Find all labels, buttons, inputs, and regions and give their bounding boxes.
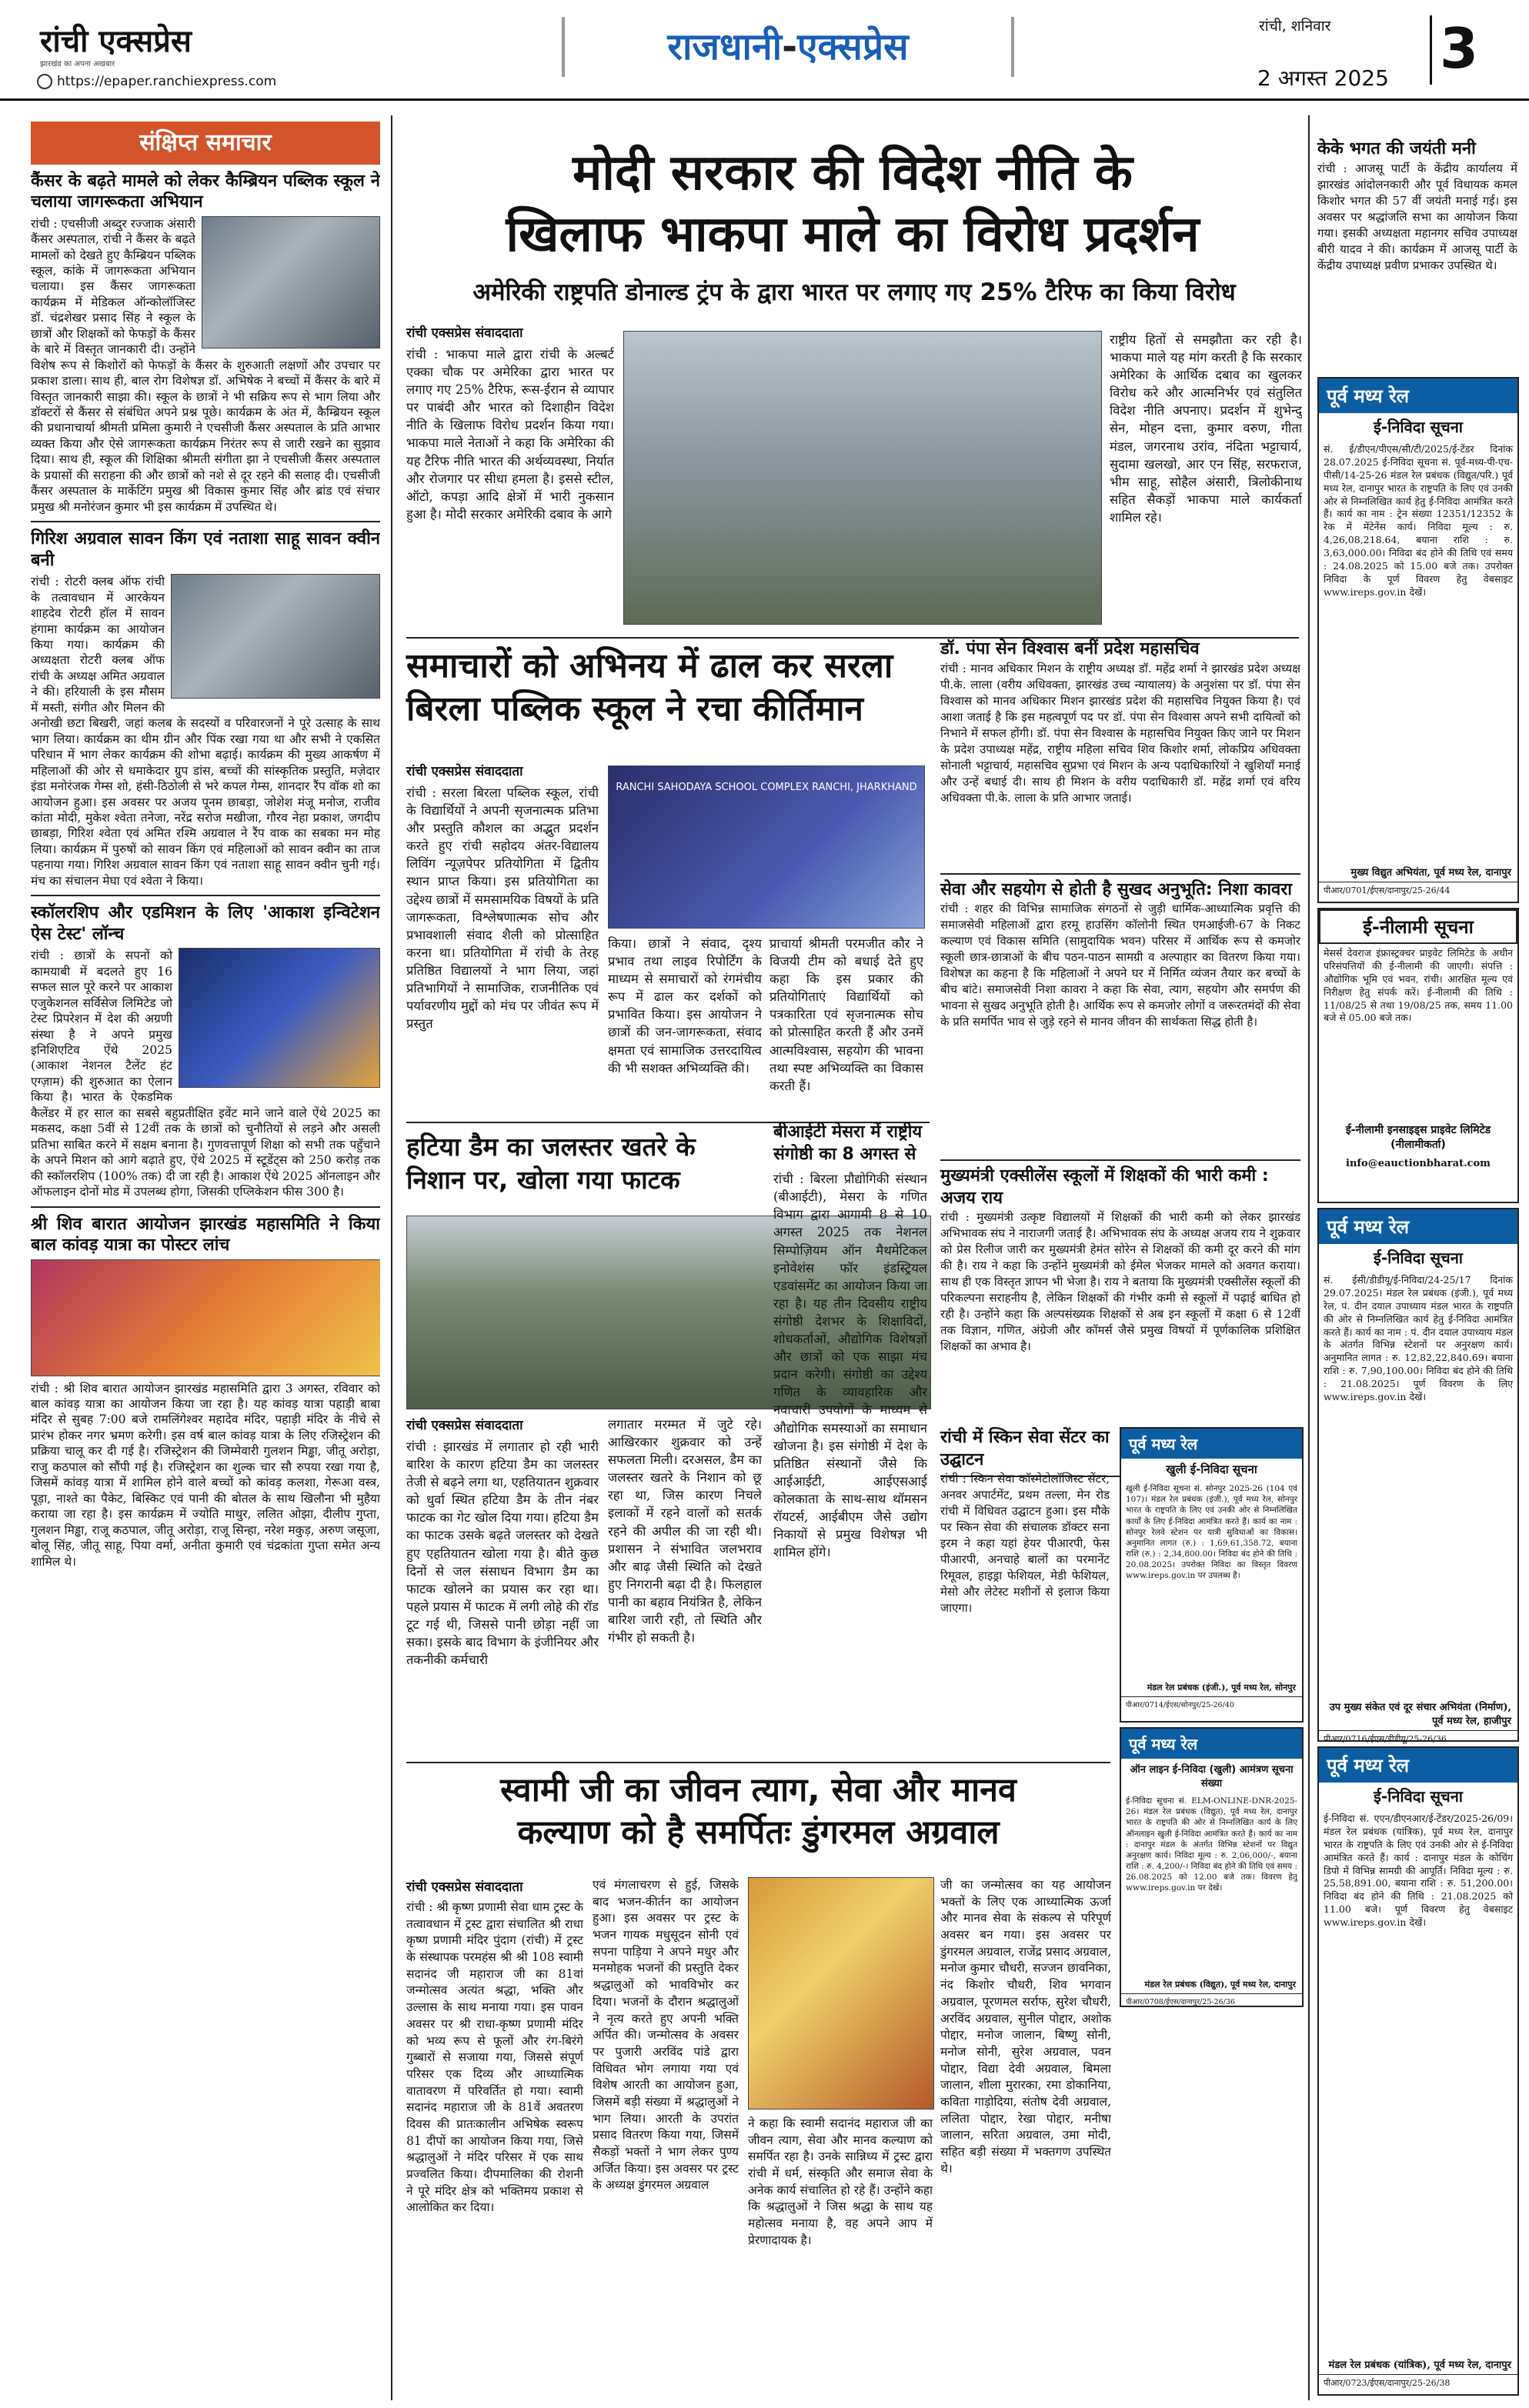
website-link[interactable] bbox=[37, 74, 276, 89]
ad-body: खुली ई-निविदा सूचना सं. सोनपुर 2025-26 (104 एवं 107)। मंडल रेल प्रबंधक (इंजी.), पूर्व मध्य रेल, सोनपुर भारत के राष्ट्रपति के लिए एवं उनकी ओर से निम्नलिखित कार्यों के लिए ई-निविदा आमंत्रित करते हैं। कार्य का नाम : सोनपुर रेलवे स्टेशन पर यात्री सुविधाओं का विकास। अनुमानित लागत (रु.) : 1,69,61,358.72, बयाना राशि (रु.) : 2,34,800.00। निविदा बंद होने की तिथि : 20.08.2025। उपरोक्त निविदा का विस्तृत विवरण www.ireps.gov.in पर उपलब्ध है। bbox=[1126, 1484, 1297, 1581]
story-body: किया। छात्रों ने संवाद, दृश्य प्रभाव तथा लाइव रिपोर्टिंग के माध्यम से समाचारों को रंगमंचीय रूप में ढाल कर दर्शकों को प्रभावित किया। इस आयोजन ने छात्रों की जन-जागरूकता, संवाद क्षमता एवं सामाजिक उत्तरदायित्व की भी सशक्त अभिव्यक्ति की। bbox=[608, 936, 762, 1076]
story-body: ने कहा कि स्वामी सदानंद महाराज जी का जीवन त्याग, सेवा और मानव कल्याण को समर्पित रहा है। उनके सान्निध्य में ट्रस्ट द्वारा रांची में धर्म, संस्कृति और समाज सेवा के अनेक कार्य संचालित हो रहे हैं। उन्होंने कहा कि श्रद्धालुओं ने जिस श्रद्धा के साथ यह महोत्सव मनाया है, वह अपने आप में प्रेरणादायक है। bbox=[748, 2116, 933, 2247]
story-body: रांची : सरला बिरला पब्लिक स्कूल, रांची के विद्यार्थियों ने अपनी सृजनात्मक प्रतिभा और प्रस्तुति कौशल का अद्भुत प्रदर्शन करते हुए रांची सहोदय अंतर-विद्यालय लिविंग न्यूज़पेपर प्रतियोगिता में द्वितीय स्थान प्राप्त किया। इस प्रतियोगिता का उद्देश्य छात्रों में समसामयिक विषयों के प्रति जागरूकता, विश्लेषणात्मक सोच और प्रभावशाली संवाद शैली को प्रोत्साहित करना था। प्रतियोगिता में रांची के तेरह प्रतिष्ठित विद्यालयों ने भाग लिया, जहां प्रतिभागियों ने सामाजिक, राजनीतिक एवं पर्यावरणीय मुद्दों को मंच पर जीवंत रूप में प्रस्तुत bbox=[406, 785, 599, 1032]
ad-title: ई-निविदा सूचना bbox=[1374, 1249, 1463, 1267]
theatre-headline bbox=[406, 645, 945, 732]
story-title: केके भगत की जयंती मनी bbox=[1317, 139, 1476, 158]
story-body: रांची : छात्रों के सपनों को कामयाबी में बदलते हुए 16 सफल साल पूरे करने पर आकाश एजुकेशनल सर्विसेज लिमिटेड जो टेस्ट प्रिपरेशन में देश की अग्रणी संस्था है ने अपने प्रमुख इनिशिएटिव ऐंथे 2025 (आकाश नेशनल टैलेंट हंट एग्ज़ाम) की शुरुआत का ऐलान किया है। भारत के ऐकडमिक कैलेंडर में हर साल का सबसे बहुप्रतीक्षित इवेंट माने जाने वाले ऐंथे 2025 का मकसद, कक्षा 5वीं से 12वीं तक के छात्रों को चुनौतियों से लड़ने और असली प्रतिभा साबित करने में सक्षम बनाना है। गुणवत्तापूर्ण शिक्षा को सभी तक पहुँचाने के अपने मिशन को आगे बढ़ाते हुए, ऐंथे 2025 में स्टूडेंट्स को 250 करोड़ तक की स्कॉलरशिप (100% तक) दी जा रही है। आकाश ऐंथे 2025 ऑनलाइन और ऑफलाइन दोनों मोड में उपलब्ध होगा, जिसकी एप्लिकेशन फीस 300 है। bbox=[31, 949, 380, 1199]
story-photo bbox=[171, 574, 380, 699]
left-column bbox=[31, 122, 380, 2399]
byline: रांची एक्सप्रेस संवाददाता bbox=[406, 325, 523, 341]
column-divider bbox=[1308, 115, 1310, 2400]
ad-title: ई-निविदा सूचना bbox=[1374, 418, 1463, 436]
divider bbox=[31, 895, 380, 896]
ad-railway: पूर्व मध्य रेल bbox=[1319, 1748, 1517, 1783]
story-body: लगातार मरम्मत में जुटे रहे। आखिरकार शुक्रवार को उन्हें सफलता मिली। दरअसल, डैम का जलस्तर खतरे के निशान को छू रहा था, जिस कारण निचले इलाकों में रहने वालों को सतर्क रहने की अपील की जा रही थी। प्रशासन ने संभावित जलभराव और बाढ़ जैसी स्थिति को देखते हुए निगरानी बढ़ा दी है। फिलहाल पानी का बहाव नियंत्रित है, लेकिन बारिश जारी रही, तो स्थिति और गंभीर हो सकती है। bbox=[608, 1417, 762, 1646]
lead-headline bbox=[406, 142, 1299, 265]
story-body: रांची : मुख्यमंत्री उत्कृष्ट विद्यालयों में शिक्षकों की भारी कमी को लेकर झारखंड अभिभावक संघ ने नाराजगी जताई है। अभिभावक संघ के अध्यक्ष अजय राय ने शुक्रवार को प्रेस रिलीज जारी कर मुख्यमंत्री हेमंत सोरेन से शिक्षकों की कमी दूर करने की मांग की है। राय ने कहा कि उन्होंने मुख्यमंत्री को ईमेल भेजकर मामले को अवगत कराया। साथ ही एक विस्तृत ज्ञापन भी भेजा है। राय ने बताया कि मुख्यमंत्री एक्सीलेंस स्कूलों की परिकल्पना सराहनीय है, लेकिन शिक्षकों की गंभीर कमी से स्कूलों में पढ़ाई बाधित हो रही है। उन्होंने कहा कि अल्पसंख्यक शिक्षकों से अब इन स्कूलों में कक्षा 6 से 12वीं तक विज्ञान, गणित, अंग्रेजी और कॉमर्स जैसे प्रमुख विषयों में पूर्णकालिक प्रशिक्षित शिक्षकों का अभाव है। bbox=[940, 1210, 1300, 1354]
dam-col1 bbox=[406, 1416, 599, 1753]
story-body: रांची : आजसू पार्टी के केंद्रीय कार्यालय में झारखंड आंदोलनकारी और पूर्व विधायक कमल किशोर भगत की 57 वीं जयंती मनाई गई। इस अवसर पर श्रद्धांजलि सभा का आयोजन किया गया। इसकी अध्यक्षता महानगर सचिव उपाध्यक्ष बीरी यादव ने की। कार्यक्रम में आजसू पार्टी के केंद्रीय उपाध्यक्ष प्रवीण प्रभाकर उपस्थित थे। bbox=[1317, 161, 1517, 272]
story-photo bbox=[31, 1259, 380, 1376]
ad-company: ई-नीलामी इनसाइड्स प्राइवेट लिमिटेड (नीलामीकर्ता) bbox=[1345, 1124, 1491, 1151]
story-body: रांची : श्री कृष्ण प्रणामी सेवा धाम ट्रस्ट के तत्वावधान में ट्रस्ट द्वारा संचालित श्री राधा कृष्ण प्रणामी मंदिर पुंदाग (रांची) में ट्रस्ट के संस्थापक परमहंस श्री श्री 108 स्वामी सदानंद जी महाराज जी का 81वां जन्मोत्सव अत्यंत श्रद्धा, भक्ति और उल्लास के साथ मनाया गया। इस पावन अवसर पर श्री राधा-कृष्ण प्रणामी मंदिर को भव्य रूप से फूलों और रंग-बिरंगे गुब्बारों से सजाया गया, जिससे संपूर्ण परिसर एक दिव्य और आध्यात्मिक वातावरण में परिवर्तित हो गया। स्वामी सदानंद महाराज जी के 81वें अवतरण दिवस की प्रातःकालीन अभिषेक स्वरूप 81 दीपों का आयोजन किया गया, जिसे श्रद्धालुओं ने मंदिर परिसर में एक साथ प्रज्वलित किया। दीपमालिका की रोशनी ने पूरे मंदिर क्षेत्र को भक्तिमय प्रकाश से आलोकित कर दिया। bbox=[406, 1900, 583, 2215]
ad-body: सं. ईसी/डीडीयू/ई-निविदा/24-25/17 दिनांक 29.07.2025। मंडल रेल प्रबंधक (इंजी.), पूर्व मध्य रेल, पं. दीन दयाल उपाध्याय मंडल भारत के राष्ट्रपति की ओर से निम्नलिखित कार्य हेतु ई-निविदा आमंत्रित करते हैं। कार्य का नाम : पं. दीन दयाल उपाध्याय मंडल के अंतर्गत विभिन्न स्टेशनों पर अनुरक्षण कार्य। अनुमानित लागत : रु. 12,82,22,840.69। बयाना राशि : रु. 7,90,100.00। निविदा बंद होने की तिथि : 21.08.2025। पूर्ण विवरण के लिए www.ireps.gov.in देखें। bbox=[1324, 1274, 1513, 1402]
swami-photo bbox=[748, 1877, 934, 2110]
eauction-ad bbox=[1317, 908, 1519, 1203]
story-title: कैंसर के बढ़ते मामले को लेकर कैम्ब्रियन पब्लिक स्कूल ने चलाया जागरूकता अभियान bbox=[31, 171, 380, 212]
story-title: मुख्यमंत्री एक्सीलेंस स्कूलों में शिक्षकों की भारी कमी : अजय राय bbox=[940, 1166, 1269, 1208]
railway-ad-online bbox=[1120, 1727, 1304, 2007]
ad-body: सं. ई/डीएन/पीएस/सी/टी/2025/ई-टेंडर दिनांक 28.07.2025 ई-निविदा सूचना सं. पूर्व-मध्य-पी-एच-पीसी/14-25-26 मंडल रेल प्रबंधक (विद्युत/परि.) पूर्व मध्य रेल, दानापुर भारत के राष्ट्रपति के लिए एवं उनकी ओर से निम्नलिखित कार्य हेतु ई-निविदा आमंत्रित करते हैं। कार्य का नाम : ट्रेन संख्या 12351/12352 के रेक में मेंटेनेंस कार्य। निविदा मूल्य : रु. 4,26,08,218.64, बयाना राशि : रु. 3,63,000.00। निविदा बंद होने की तिथि एवं समय : 24.08.2025 को 15.00 बजे तक। उपरोक्त निविदा के पूर्ण विवरण हेतु वेबसाइट www.ireps.gov.in देखें। bbox=[1324, 443, 1513, 598]
ad-body: ई-निविदा सं. एएन/डीएनआर/ई-टेंडर/2025-26/09। मंडल रेल प्रबंधक (यांत्रिक), पूर्व मध्य रेल, दानापुर भारत के राष्ट्रपति के लिए एवं उनकी ओर से ई-निविदा आमंत्रित करते हैं। कार्य : दानापुर मंडल के कोचिंग डिपो में विभिन्न सामग्री की आपूर्ति। निविदा मूल्य : रु. 25,58,891.00, बयाना राशि : रु. 51,200.00। निविदा बंद होने की तिथि : 21.08.2025 को 11.00 बजे। पूर्ण विवरण हेतु वेबसाइट www.ireps.gov.in देखें। bbox=[1324, 1813, 1513, 1928]
divider bbox=[406, 1762, 1110, 1763]
paper-name bbox=[40, 18, 192, 68]
story-title: गिरिश अग्रवाल सावन किंग एवं नताशा साहू सावन क्वीन बनी bbox=[31, 529, 380, 570]
story-title: डॉ. पंपा सेन विश्वास बनीं प्रदेश महासचिव bbox=[940, 639, 1200, 659]
divider bbox=[31, 1206, 380, 1208]
ad-railway: पूर्व मध्य रेल bbox=[1121, 1429, 1302, 1459]
ad-title: ऑन लाइन ई-निविदा (खुली) आमंत्रण सूचना संख्या bbox=[1130, 1764, 1294, 1789]
story-body: रांची : श्री शिव बारात आयोजन झारखंड महासमिति द्वारा 3 अगस्त, रविवार को बाल कांवड़ यात्रा का आयोजन किया जा रहा है। यह कांवड़ यात्रा पहाड़ी बाबा मंदिर से सुबह 7:00 बजे रामलिंगेश्वर महादेव मंदिर, पहाड़ी मंदिर के नीचे से प्रारंभ होकर नगर भ्रमण करेगी। इस वर्ष बाल कांवड़ यात्रा के लिए रजिस्ट्रेशन की प्रक्रिया चालू कर दी गई है। रजिस्ट्रेशन की जिम्मेवारी गुलशन मिड्ढा, जीतू अरोड़ा, राजु कठपाल को सौंपी गई है। रजिस्ट्रेशन का शुल्क चार सौ रुपया रखा गया है, जिसमें कांवड़ यात्रा में शामिल होने वाले बच्चों को कांवड़ कलशा, गेरूआ वस्त्र, पूड़ा, नाश्ते का पैकेट, बिस्किट एवं पानी की बोतल के साथ खिलौना भी मुहैया कराया जा रहा है। इस कार्यक्रम में ज्योति माथुर, ललित ओझा, दीलीप गुप्ता, गुलशन मिड्ढा, राजू कठपाल, जीतू अरोड़ा, राजू सिन्हा, नरेश मकुड़, अरुण जसूजा, बोलू सिंह, जीतू साहू, पिया वर्मा, अनीता कुमारी एवं चंद्रकांता गुप्ता समेत अन्य शामिल थे। bbox=[31, 1381, 380, 1569]
story-body: रांची : मानव अधिकार मिशन के राष्ट्रीय अध्यक्ष डॉ. महेंद्र शर्मा ने झारखंड प्रदेश अध्यक्ष पी.के. लाला (वरीय अधिवक्ता, झारखंड उच्च न्यायालय) के अनुशंसा पर डॉ. पंपा सेन विश्वास को मानव अधिकार मिशन झारखंड प्रदेश की महासचिव नियुक्त किया है। एवं आशा जताई है कि इस महत्वपूर्ण पद पर डॉ. पंपा सेन विश्वास अपने सभी दायित्वों को निभाने में सफल होंगी। डॉ. पंपा सेन विश्वास के महासचिव नियुक्त किए जाने पर मिशन के प्रदेश उपाध्यक्ष महेंद्र, राष्ट्रीय महिला सचिव शिव किशोर शर्मा, लोकप्रिय अधिवक्ता सोनाली भट्टाचार्य, महासचिव सुप्रभा एवं मिशन के अन्य पदाधिकारियों ने खुशियाँ मनाई और उन्हें बधाई दी। साथ ही मिशन के वरीय पदाधिकारी डॉ. महेंद्र शर्मा एवं वरिय अधिवक्ता पी.के. लाला के प्रति आभार जताई। bbox=[940, 661, 1300, 805]
page-number: 3 bbox=[1430, 15, 1486, 85]
railway-ad-ddu bbox=[1317, 1208, 1519, 1742]
section-title: संक्षिप्त समाचार bbox=[31, 122, 380, 165]
lead-col1 bbox=[406, 323, 614, 653]
right-column bbox=[1317, 138, 1517, 369]
ad-railway: पूर्व मध्य रेल bbox=[1121, 1729, 1302, 1759]
issue-date: 2 अगस्त 2025 bbox=[1257, 65, 1389, 91]
lead-headline-line2: खिलाफ भाकपा माले का विरोध प्रदर्शन bbox=[506, 206, 1200, 263]
place-day: रांची, शनिवार bbox=[1259, 18, 1331, 35]
theatre-col1 bbox=[406, 762, 599, 1138]
ad-code: पीआर/0714/ईएस/सोनपुर/25-26/40 bbox=[1121, 1696, 1302, 1712]
ad-signature: मंडल रेल प्रबंधक (विद्युत), पूर्व मध्य रेल, दानापुर bbox=[1144, 1979, 1296, 1989]
ad-railway: पूर्व मध्य रेल bbox=[1319, 379, 1517, 413]
ad-title: ई-निविदा सूचना bbox=[1374, 1787, 1463, 1806]
brand-dash: - bbox=[782, 25, 797, 68]
lead-headline-line1: मोदी सरकार की विदेश नीति के bbox=[573, 145, 1133, 202]
story-body: प्राचार्या श्रीमती परमजीत कौर ने विजयी टीम को बधाई देते हुए कहा कि इस प्रकार की प्रतियोगिताएं विद्यार्थियों को पत्रकारिता एवं सृजनात्मक सोच को प्रोत्साहित करती हैं और उनमें आत्मविश्वास, सहयोग की भावना तथा स्पष्ट अभिव्यक्ति का विकास करती हैं। bbox=[770, 936, 923, 1093]
ad-code: पीआर/0701/ईएस/दानापुर/25-26/44 bbox=[1319, 882, 1517, 899]
ad-code: पीआर/0716/ईएस/डीडीयू/25-26/36 bbox=[1319, 1730, 1517, 1747]
story-body: राष्ट्रीय हितों से समझौता कर रही है। भाकपा माले यह मांग करती है कि सरकार अमेरिका के आर्थिक दबाव का खुलकर विरोध करे और आत्मनिर्भर एवं संतुलित विदेश नीति अपनाए। प्रदर्शन में शुभेन्दु सेन, मोहन दत्ता, कुमार वरुण, गीता मंडल, जगरनाथ उरांव, नंदिता भट्टाचार्य, सुदामा खलखो, आर एन सिंह, सरफराज, भीम साहू, सोहैल अंसारी, त्रिलोकीनाथ सहित सैकड़ों भाकपा माले कार्यकर्ता शामिल रहे। bbox=[1110, 332, 1302, 525]
divider bbox=[940, 873, 1300, 875]
ad-signature: मंडल रेल प्रबंधक (इंजी.), पूर्व मध्य रेल, सोनपुर bbox=[1147, 1683, 1296, 1693]
story-body: रांची : रोटरी क्लब ऑफ रांची के तत्वावधान में आरकेयन शाहदेव रोटरी हॉल में सावन हंगामा कार्यक्रम का आयोजन किया गया। कार्यक्रम की अध्यक्षता रोटरी क्लब ऑफ रांची के अध्यक्ष अमित अग्रवाल ने की। हरियाली के इस मौसम में मस्ती, संगीत और मिलन की अनोखी छटा बिखरी, जहां कलब के सदस्यों व परिवारजनों ने पूरे उत्साह के साथ भाग लिया। कार्यक्रम का थीम ग्रीन और पिंक रखा गया था और सभी ने एकसित परिधान में भाग लेकर कार्यक्रम की शोभा बढ़ाई। कार्यक्रम की मुख्य आकर्षण में महिलाओं की ओर से धमाकेदार ग्रुप डांस, बच्चों की सांस्कृतिक प्रस्तुति, मज़ेदार इंडा मनोरंजक गेम्स शो, हंसी-ठिठोली से भरे कपल गेम्स, शानदार रैंप वॉक शो का आयोजन हुआ। इस अवसर पर अजय पूनम छाबड़ा, जोशेश मंजू मनोज, राजीव कांता मोदी, मुकेश श्वेता तनेजा, नरेंद्र सरोज मखीजा, गौरव नेहा प्रकाश, जगदीप छाबड़ा, गिरिश श्वेता एवं अमित रश्मि अग्रवाल ने रैंप वाक का सबका मन मोह लिया। कार्यक्रम में पुरुषों को सावन किंग एवं महिलाओं को सावन क्वीन का ताज पहनाया गया। गिरिश अग्रवाल सावन किंग एवं नताशा साहू सावन क्वीन चुनी गई। मंच का संचालन मेघा एवं श्वेता ने किया। bbox=[31, 575, 380, 888]
railway-ad-tender bbox=[1317, 377, 1519, 903]
story-body: रांची : स्किन सेवा कॉस्मेटोलॉजिस्ट सेंटर, अनवर अपार्टमेंट, प्रथम तल्ला, मेन रोड रांची में विधिवत उद्घाटन हुआ। इस मौके पर स्किन सेवा की संचालक डॉक्टर सना इरम ने कहा यहां हेयर पीआरपी, फेस पीआरपी, अनचाहे बालों का परमानेंट रिमूवल, हाइड्रा फेशियल, मेडी फेशियल, मेसो और लेटेस्ट मशीनों से इलाज किया जाएगा। bbox=[940, 1472, 1110, 1616]
story-body: रांची : शहर की विभिन्न सामाजिक संगठनों से जुड़ी धार्मिक-आध्यात्मिक प्रवृत्ति की समाजसेवी महिलाओं द्वारा हरमू हाउसिंग कॉलोनी स्थित एमआईजी-67 के निकट कल्याण एवं विकास समिति (सामुदायिक भवन) परिसर में आर्थिक रूप से कमजोर स्कूली छात्र-छात्राओं के बीच पठन-पाठन सामग्री व अल्पाहार का वितरण किया गया। विशेषज्ञ का कहना है कि महिलाओं ने अपने घर में निर्मित व्यंजन तैयार कर बच्चों के बीच बांटे। समाजसेवी निशा कावरा ने कहा कि सेवा, त्याग, सहयोग और समर्पण की भावना से सुखद अनुभूति होती है। आर्थिक रूप से कमजोर लोगों व जरूरतमंदों की सेवा के प्रति समर्पित भाव से जुड़े रहने से मानव जीवन की सार्थकता सिद्ध होती है। bbox=[940, 902, 1300, 1029]
column-divider bbox=[391, 115, 392, 2400]
ad-contact-email[interactable]: info@eauctionbharat.com bbox=[1346, 1158, 1491, 1169]
photo-caption: RANCHI SAHODAYA SCHOOL COMPLEX RANCHI, JHARKHAND bbox=[616, 782, 917, 793]
ad-signature: उप मुख्य संकेत एवं दूर संचार अभियंता (निर्माण), पूर्व मध्य रेल, हाजीपुर bbox=[1329, 1702, 1511, 1727]
divider bbox=[31, 521, 380, 522]
byline: रांची एक्सप्रेस संवाददाता bbox=[406, 1418, 523, 1433]
story-body: रांची : भाकपा माले द्वारा रांची के अल्बर्ट एक्का चौक पर अमेरिका द्वारा भारत पर लगाए गए 25% टैरिफ, रूस-ईरान से व्यापार पर पाबंदी और भारत को दिशाहीन विदेश नीति के खिलाफ विरोध प्रदर्शन किया गया। भाकपा माले नेताओं ने कहा कि अमेरिका की यह टैरिफ नीति भारत की अर्थव्यवस्था, निर्यात और रोजगार पर सीधा हमला है। इससे स्टील, ऑटो, कपड़ा आदि क्षेत्रों में भारी नुकसान हुआ है। मोदी सरकार अमेरिकी दबाव के आगे bbox=[406, 347, 614, 522]
globe-icon bbox=[37, 74, 52, 89]
ad-code: पीआर/0708/ईएस/दानापुर/25-26/36 bbox=[1121, 1993, 1302, 2009]
swami-headline-line2: कल्याण को है समर्पितः डुंगरमल अग्रवाल bbox=[517, 1813, 1000, 1853]
ad-body: ई-निविदा सूचना सं. ELM-ONLINE-DNR-2025-26। मंडल रेल प्रबंधक (विद्युत), पूर्व मध्य रेल, दानापुर भारत के राष्ट्रपति की ओर से निम्नलिखित कार्य के लिए ऑनलाइन खुली ई-निविदा आमंत्रित करते हैं। कार्य का नाम : दानापुर मंडल के अंतर्गत विभिन्न स्टेशनों पर विद्युत अनुरक्षण कार्य। निविदा मूल्य : रु. 2,06,000/-, बयाना राशि : रु. 4,200/-। निविदा बंद होने की तिथि एवं समय : 26.08.2025 को 12.00 बजे तक। विवरण हेतु www.ireps.gov.in पर देखें। bbox=[1126, 1796, 1297, 1893]
story-body: जी का जन्मोत्सव का यह आयोजन भक्तों के लिए एक आध्यात्मिक ऊर्जा और मानव सेवा के संकल्प से परिपूर्ण अवसर बन गया। इस अवसर पर डुंगरमल अग्रवाल, राजेंद्र प्रसाद अग्रवाल, मनोज कुमार चौधरी, सज्जन छावनिका, नंद किशोर चौधरी, शिव भगवान अग्रवाल, पूरणमल सर्राफ, सुरेश चौधरी, अरविंद अग्रवाल, सुनील पोद्दार, अशोक पोद्दार, मनोज जालान, बिष्णु सोनी, मनोज सोनी, सुरेश अग्रवाल, पवन पोद्दार, विद्या देवी अग्रवाल, बिमला जालान, शीला मुरारका, रमा डोकानिया, कविता गाड़ोदिया, संतोष देवी अग्रवाल, ललिता पोद्दार, रेखा पोद्दार, मनीषा जालान, सरिता अग्रवाल, उमा मोदी, सहित बड़ी संख्या में भक्तगण उपस्थित थे। bbox=[940, 1878, 1111, 2176]
byline: रांची एक्सप्रेस संवाददाता bbox=[406, 1879, 523, 1895]
story-title: रांची में स्किन सेवा सेंटर का उद्घाटन bbox=[940, 1428, 1110, 1469]
ad-title: ई-नीलामी सूचना bbox=[1319, 909, 1517, 944]
theatre-headline-line2: बिरला पब्लिक स्कूल ने रचा कीर्तिमान bbox=[406, 689, 863, 729]
railway-ad-sonpur bbox=[1120, 1427, 1304, 1723]
brand-left: राजधानी bbox=[667, 25, 783, 68]
story-photo bbox=[179, 948, 380, 1088]
dam-headline-line1: हटिया डैम का जलस्तर खतरे के bbox=[406, 1132, 696, 1162]
skin-story bbox=[940, 1427, 1110, 1702]
swami-headline-line1: स्वामी जी का जीवन त्याग, सेवा और मानव bbox=[500, 1771, 1017, 1809]
ad-signature: मुख्य विद्युत अभियंता, पूर्व मध्य रेल, दानापुर bbox=[1350, 867, 1511, 879]
story-body: रांची : झारखंड में लगातार हो रही भारी बारिश के कारण हटिया डैम का जलस्तर तेजी से बढ़ने लगा था, एहतियातन शुक्रवार को धुर्वा स्थित हटिया डैम के तीन नंबर फाटक का गेट खोल दिया गया। हटिया डैम का फाटक उसके बढ़ते जलस्तर को देखते हुए एहतियातन खोला गया है। बीते कुछ दिनों से जल संसाधन विभाग डैम का फाटक खोलने का प्रयास कर रहा था। पहले प्रयास में फाटक में लगी लोहे की रॉड टूट गई थी, जिससे पानी छोड़ा नहीं जा सका। इसके बाद विभाग के इंजीनियर और तकनीकी कर्मचारी bbox=[406, 1439, 599, 1668]
section-brand bbox=[562, 17, 1014, 77]
ad-body: मेसर्स देवराज इंफ्रास्ट्रक्चर प्राइवेट लिमिटेड के अधीन परिसंपत्तियों की ई-नीलामी की जाएगी। संपत्ति : औद्योगिक भूमि एवं भवन, रांची। आरक्षित मूल्य एवं निरीक्षण हेतु संपर्क करें। ई-नीलामी की तिथि : 11/08/25 से तथा 19/08/25 तक, समय 11.00 बजे से 05.00 बजे तक। bbox=[1324, 947, 1513, 1024]
protest-photo bbox=[623, 331, 1102, 625]
dam-headline bbox=[406, 1131, 791, 1197]
story-title: स्कॉलरशिप और एडमिशन के लिए 'आकाश इन्विटेशन ऐस टेस्ट' लॉन्च bbox=[31, 903, 380, 944]
brand-right: एक्सप्रेस bbox=[797, 25, 909, 68]
story-body: एवं मंगलाचरण से हुई, जिसके बाद भजन-कीर्तन का आयोजन हुआ। इस अवसर पर ट्रस्ट के भजन गायक मधुसूदन सोनी एवं सपना पाड़िया ने अपने मधुर और मनमोहक भजनों की प्रस्तुति देकर श्रद्धालुओं को भावविभोर कर दिया। भजनों के दौरान श्रद्धालुओं ने नृत्य करते हुए अपनी भक्ति अर्पित की। जन्मोत्सव के अवसर पर पुजारी अरविंद पांडे द्वारा विधिवत भोग लगाया गया एवं विशेष आरती का आयोजन हुआ, जिसमें बड़ी संख्या में श्रद्धालुओं ने भाग लिया। आरती के उपरांत प्रसाद वितरण किया गया, जिसमें सैकड़ों भक्तों ने भाग लेकर पुण्य अर्जित किया। इस अवसर पर ट्रस्ट के अध्यक्ष डुंगरमल अग्रवाल bbox=[593, 1878, 739, 2193]
story-body: रांची : एचसीजी अब्दुर रज्जाक अंसारी कैंसर अस्पताल, रांची ने कैंसर के बढ़ते मामलों को देखते हुए कैम्ब्रियन पब्लिक स्कूल, कांके में जागरूकता अभियान चलाया। इस कैंसर जागरूकता कार्यक्रम में मेडिकल ऑन्कोलॉजिस्ट डॉ. चंद्रशेखर प्रसाद सिंह ने स्कूल के छात्रों और शिक्षकों को फेफड़ों के कैंसर के बारे में विस्तृत जानकारी दी। उन्होंने विशेष रूप से किशोरों को फेफड़ों के कैंसर के शुरुआती लक्षणों और उपचार पर प्रकाश डाला। साथ ही, बाल रोग विशेषज्ञ डॉ. अभिषेक ने बच्चों में कैंसर के बारे में विस्तृत जानकारी साझा की। स्कूल के छात्रों ने भी सक्रिय रूप से भाग लिया और डॉक्टरों से कैंसर से संबंधित अपने प्रश्न पूछे। कार्यक्रम के अंत में, कैम्ब्रियन स्कूल की प्रधानाचार्या श्रीमती प्रमिला कुमारी ने एचसीजी कैंसर अस्पताल के प्रति आभार व्यक्त किया और ऐसे जागरूकता कार्यक्रम निरंतर रूप से जारी रखने का सुझाव दिया। साथ ही, स्कूल की शिक्षिका श्रीमती संगीता झा ने एचसीजी कैंसर अस्पताल के प्रयासों की सराहना की और छात्रों को नशे से दूर रहने की सलाह दी। एचसीजी कैंसर अस्पताल के मार्केटिंग प्रमुख श्री विकास कुमार सिंह और ब्रांड एवं संचार प्रमुख श्री मनोरंजन कुमार भी इस कार्यक्रम में उपस्थित थे। bbox=[31, 216, 380, 514]
ad-title: खुली ई-निविदा सूचना bbox=[1166, 1462, 1257, 1476]
railway-ad-danapur bbox=[1317, 1746, 1519, 2396]
bit-story bbox=[773, 1122, 927, 1663]
swami-col1 bbox=[406, 1877, 583, 2392]
story-title: श्री शिव बारात आयोजन झारखंड महासमिति ने किया बाल कांवड़ यात्रा का पोस्टर लांच bbox=[31, 1214, 380, 1256]
paper-name-text: रांची एक्सप्रेस bbox=[40, 24, 192, 59]
ad-code: पीआर/0723/ईएस/दानापुर/25-26/38 bbox=[1319, 2374, 1517, 2391]
theatre-photo bbox=[608, 765, 925, 929]
paper-tagline: झारखंड का अपना अखबार bbox=[40, 60, 115, 68]
swami-headline bbox=[406, 1769, 1110, 1854]
ad-signature: मंडल रेल प्रबंधक (यांत्रिक), पूर्व मध्य रेल, दानापुर bbox=[1328, 2360, 1511, 2371]
divider bbox=[940, 1159, 1300, 1161]
story-title: बीआईटी मेसरा में राष्ट्रीय संगोष्ठी का 8 अगस्त से bbox=[773, 1122, 923, 1164]
byline: रांची एक्सप्रेस संवाददाता bbox=[406, 764, 523, 779]
ad-railway: पूर्व मध्य रेल bbox=[1319, 1209, 1517, 1244]
story-photo bbox=[202, 216, 380, 349]
dam-headline-line2: निशान पर, खोला गया फाटक bbox=[406, 1164, 680, 1195]
theatre-headline-line1: समाचारों को अभिनय में ढाल कर सरला bbox=[406, 646, 893, 685]
lead-subheadline: अमेरिकी राष्ट्रपति डोनाल्ड ट्रंप के द्वारा भारत पर लगाए गए 25% टैरिफ का किया विरोध bbox=[472, 278, 1236, 306]
story-title: सेवा और सहयोग से होती है सुखद अनुभूति: निशा कावरा bbox=[940, 879, 1292, 899]
story-body: रांची : बिरला प्रौद्योगिकी संस्थान (बीआईटी), मेसरा के गणित विभाग द्वारा आगामी 8 से 10 अगस्त 2025 तक नेशनल सिम्पोज़ियम ऑन मैथमेटिकल इनोवेशंस फॉर इंडस्ट्रियल एडवांसमेंट का आयोजन किया जा रहा है। यह तीन दिवसीय राष्ट्रीय संगोष्ठी देशभर के शिक्षाविदों, शोधकर्ताओं, औद्योगिक विशेषज्ञों और छात्रों को एक साझा मंच प्रदान करेगी। संगोष्ठी का उद्देश्य गणित के व्यावहारिक और नवाचारी उपयोगों के माध्यम से औद्योगिक समस्याओं का समाधान खोजना है। इस संगोष्ठी में देश के प्रतिष्ठित संस्थानों जैसे कि आईआईटी, आईएसआई कोलकाता के साथ-साथ थॉमसन रॉयटर्स, आईबीएम जैसे उद्योग निकायों से प्रमुख विशेषज्ञ भी शामिल होंगे। bbox=[773, 1172, 927, 1560]
center-right-column bbox=[940, 639, 1300, 1482]
website-text: https://epaper.ranchiexpress.com bbox=[57, 74, 277, 89]
